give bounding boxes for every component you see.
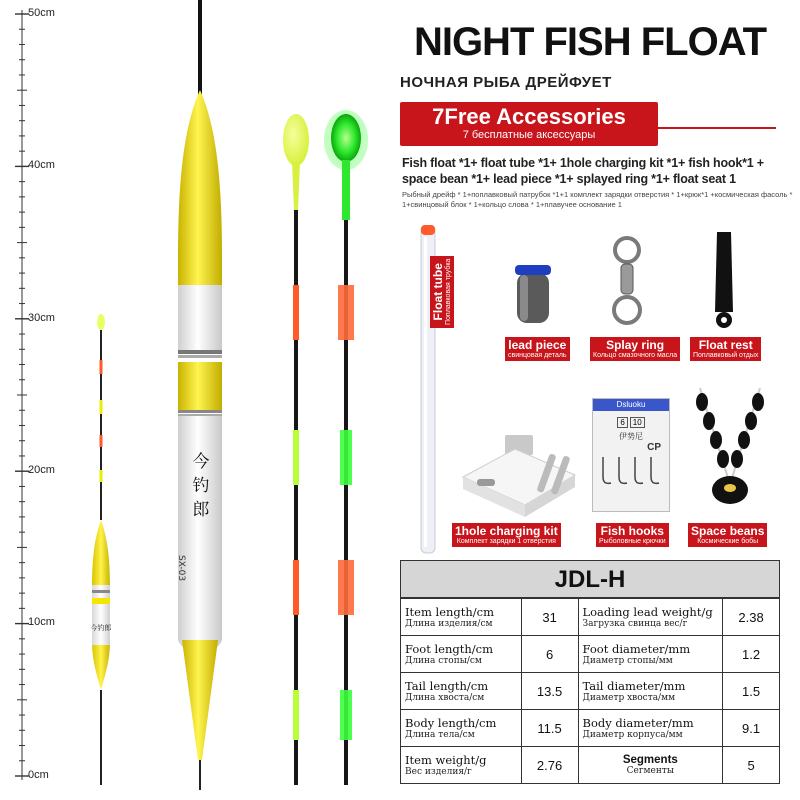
spec-row (401, 673, 780, 710)
spec-left-label (401, 599, 522, 636)
float-brand-text: 今钓郎 (192, 452, 210, 520)
splay-ring-label-en: Splay ring (606, 338, 665, 352)
spec-right-label-en: Loading lead weight/g (582, 605, 713, 619)
spec-right-label-en: Body diameter/mm (582, 716, 694, 730)
fish-hooks-label-en: Fish hooks (600, 524, 664, 538)
ruler (0, 0, 70, 800)
spec-left-value: 11.5 (521, 710, 578, 747)
lead-piece-label-en: lead piece (508, 338, 567, 352)
spec-left-label-ru: Длина стопы/см (405, 656, 482, 666)
float-rest-label (690, 337, 761, 361)
spec-right-value: 1.5 (723, 673, 780, 710)
spec-right-label-ru: Диаметр хвоста/мм (582, 693, 676, 703)
spec-left-label-ru: Вес изделия/г (405, 767, 472, 777)
space-beans-image (690, 388, 770, 513)
spec-left-value: 6 (521, 636, 578, 673)
ruler-label-50: 50cm (28, 7, 55, 19)
splay-ring-label-ru: Кольцо смазочного масла (593, 351, 678, 359)
hook-pack-brand: Dsluoku (593, 399, 669, 411)
spec-right-label-en: Tail diameter/mm (582, 679, 686, 693)
spec-left-value: 31 (521, 599, 578, 636)
space-beans-label-ru: Космические бобы (697, 537, 759, 545)
spec-model: JDL-H (400, 560, 780, 598)
lead-piece-image (510, 265, 560, 330)
main-float-image (160, 0, 250, 800)
spec-table (400, 598, 780, 784)
spec-right-label-ru: Загрузка свинца вес/г (582, 619, 688, 629)
svg-text:今钓郎: 今钓郎 (90, 624, 112, 632)
accessories-heading-ru: 7 бесплатные аксессуары (462, 129, 596, 141)
spec-left-label-en: Body length/cm (405, 716, 497, 730)
spec-row (401, 747, 780, 784)
spec-right-label-ru: Диаметр корпуса/мм (582, 730, 683, 740)
float-model-text: SX-03 (176, 555, 186, 582)
spec-left-label-ru: Длина тела/см (405, 730, 475, 740)
hook-size-a: 6 (617, 417, 627, 428)
spec-left-value: 13.5 (521, 673, 578, 710)
space-beans-label-en: Space beans (691, 524, 765, 538)
float-tube-label-en: Float tube (431, 263, 445, 321)
spec-left-label (401, 636, 522, 673)
spec-right-label (578, 747, 723, 784)
hook-pack-name: 伊势尼 (619, 432, 643, 441)
spec-right-label-en: Foot diameter/mm (582, 642, 691, 656)
lead-piece-label-ru: свинцовая деталь (508, 351, 567, 359)
accessories-list-en: Fish float *1+ float tube *1+ 1hole charging kit *1+ fish hook*1 + space bean *1+ lead piece *1+ splayed ring *1+ float seat 1 (402, 156, 764, 186)
float-rest-label-ru: Поплавковый отдых (693, 351, 759, 359)
charging-kit-label-ru: Комплект зарядки 1 отверстия (456, 537, 556, 545)
spec-right-value: 9.1 (723, 710, 780, 747)
spec-left-label (401, 747, 522, 784)
lead-piece-label (505, 337, 570, 361)
ruler-label-30: 30cm (28, 312, 55, 324)
accessories-banner (400, 102, 658, 146)
spec-right-label-en: Segments (622, 754, 678, 766)
spec-right-label (578, 636, 723, 673)
spec-left-label-en: Item length/cm (405, 605, 495, 619)
spec-left-label-ru: Длина хвоста/см (405, 693, 485, 703)
spec-right-label (578, 599, 723, 636)
splay-ring-image (597, 232, 657, 332)
spec-row (401, 636, 780, 673)
float-rest-image (705, 232, 745, 332)
hook-size-b: 10 (630, 417, 645, 428)
banner-divider (658, 127, 776, 129)
charging-kit-label-en: 1hole charging kit (455, 524, 558, 538)
charging-kit-label (452, 523, 561, 547)
spec-left-label-en: Foot length/cm (405, 642, 493, 656)
hook-pack-cp: CP (647, 442, 661, 453)
spec-right-value: 5 (723, 747, 780, 784)
fish-hooks-pack (592, 398, 670, 512)
float-tube-label (430, 238, 460, 328)
page-subtitle: НОЧНАЯ РЫБА ДРЕЙФУЕТ (400, 74, 612, 91)
page-title: NIGHT FISH FLOAT (413, 20, 767, 64)
splay-ring-label (590, 337, 680, 361)
spec-left-label-en: Item weight/g (405, 753, 487, 767)
float-rest-label-en: Float rest (698, 338, 753, 352)
spec-right-label (578, 710, 723, 747)
ruler-label-0: 0cm (28, 769, 49, 781)
spec-left-label (401, 710, 522, 747)
float-tube-label-ru: Поплавковая трубка (444, 258, 452, 325)
ruler-label-20: 20cm (28, 464, 55, 476)
fish-hooks-label (596, 523, 669, 547)
small-float-image (84, 300, 120, 790)
spec-left-label (401, 673, 522, 710)
ruler-label-40: 40cm (28, 159, 55, 171)
spec-right-value: 2.38 (723, 599, 780, 636)
fish-hooks-label-ru: Рыболовные крючки (599, 537, 666, 545)
spec-left-label-en: Tail length/cm (405, 679, 489, 693)
ruler-label-10: 10cm (28, 616, 55, 628)
accessories-list-ru: Рыбный дрейф * 1+поплавковый патрубок *1+1 комплект зарядки отверстия * 1+крюк*1 +космическая фасоль * 1+свинцовый блок * 1+кольцо слова * 1+плавучее основание 1 (402, 190, 793, 209)
spec-right-label (578, 673, 723, 710)
space-beans-label (688, 523, 767, 547)
spec-right-label-ru: Диаметр стопы/мм (582, 656, 673, 666)
spec-right-value: 1.2 (723, 636, 780, 673)
spec-left-value: 2.76 (521, 747, 578, 784)
spec-row (401, 599, 780, 636)
charging-kit-image (455, 435, 585, 525)
tail-segments-image (270, 100, 380, 790)
hooks-icon (593, 453, 669, 493)
accessories-heading: 7Free Accessories (432, 104, 626, 129)
spec-row (401, 710, 780, 747)
spec-right-label-ru: Сегменты (626, 766, 675, 776)
spec-left-label-ru: Длина изделия/см (405, 619, 493, 629)
